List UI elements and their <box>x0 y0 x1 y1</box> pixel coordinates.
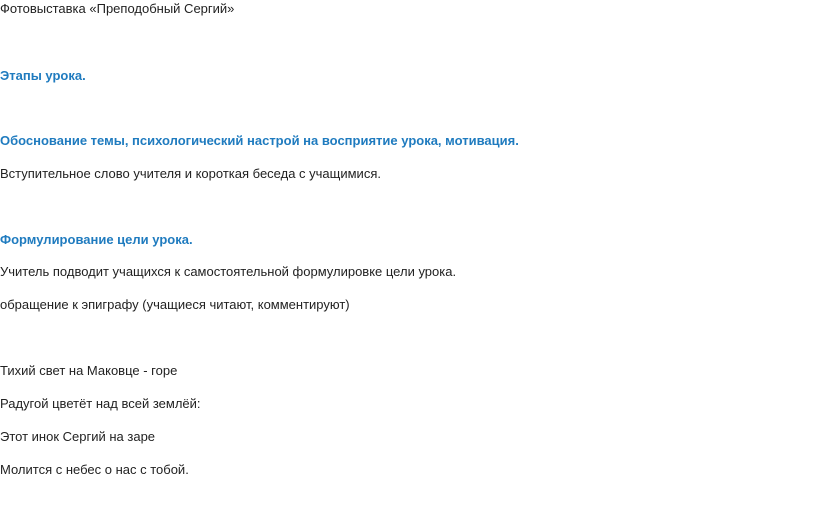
exhibition-title: Фотовыставка «Преподобный Сергий» <box>0 1 235 16</box>
poem-line: Радугой цветёт над всей землёй: <box>0 396 201 411</box>
epigraph-note: обращение к эпиграфу (учащиеся читают, комментируют) <box>0 297 350 312</box>
poem-line: Молится с небес о нас с тобой. <box>0 462 189 477</box>
poem-line: Тихий свет на Маковце - горе <box>0 363 178 378</box>
section-goal-paragraph: Учитель подводит учащихся к самостоятельной формулировке цели урока. <box>0 264 457 279</box>
section-motivation-paragraph: Вступительное слово учителя и короткая беседа с учащимися. <box>0 166 381 181</box>
poem-line: Этот инок Сергий на заре <box>0 429 156 444</box>
section-goal-heading: Формулирование цели урока. <box>0 232 193 247</box>
section-motivation-heading: Обоснование темы, психологический настрой на восприятие урока, мотивация. <box>0 133 519 148</box>
lesson-stages-heading: Этапы урока. <box>0 68 86 83</box>
